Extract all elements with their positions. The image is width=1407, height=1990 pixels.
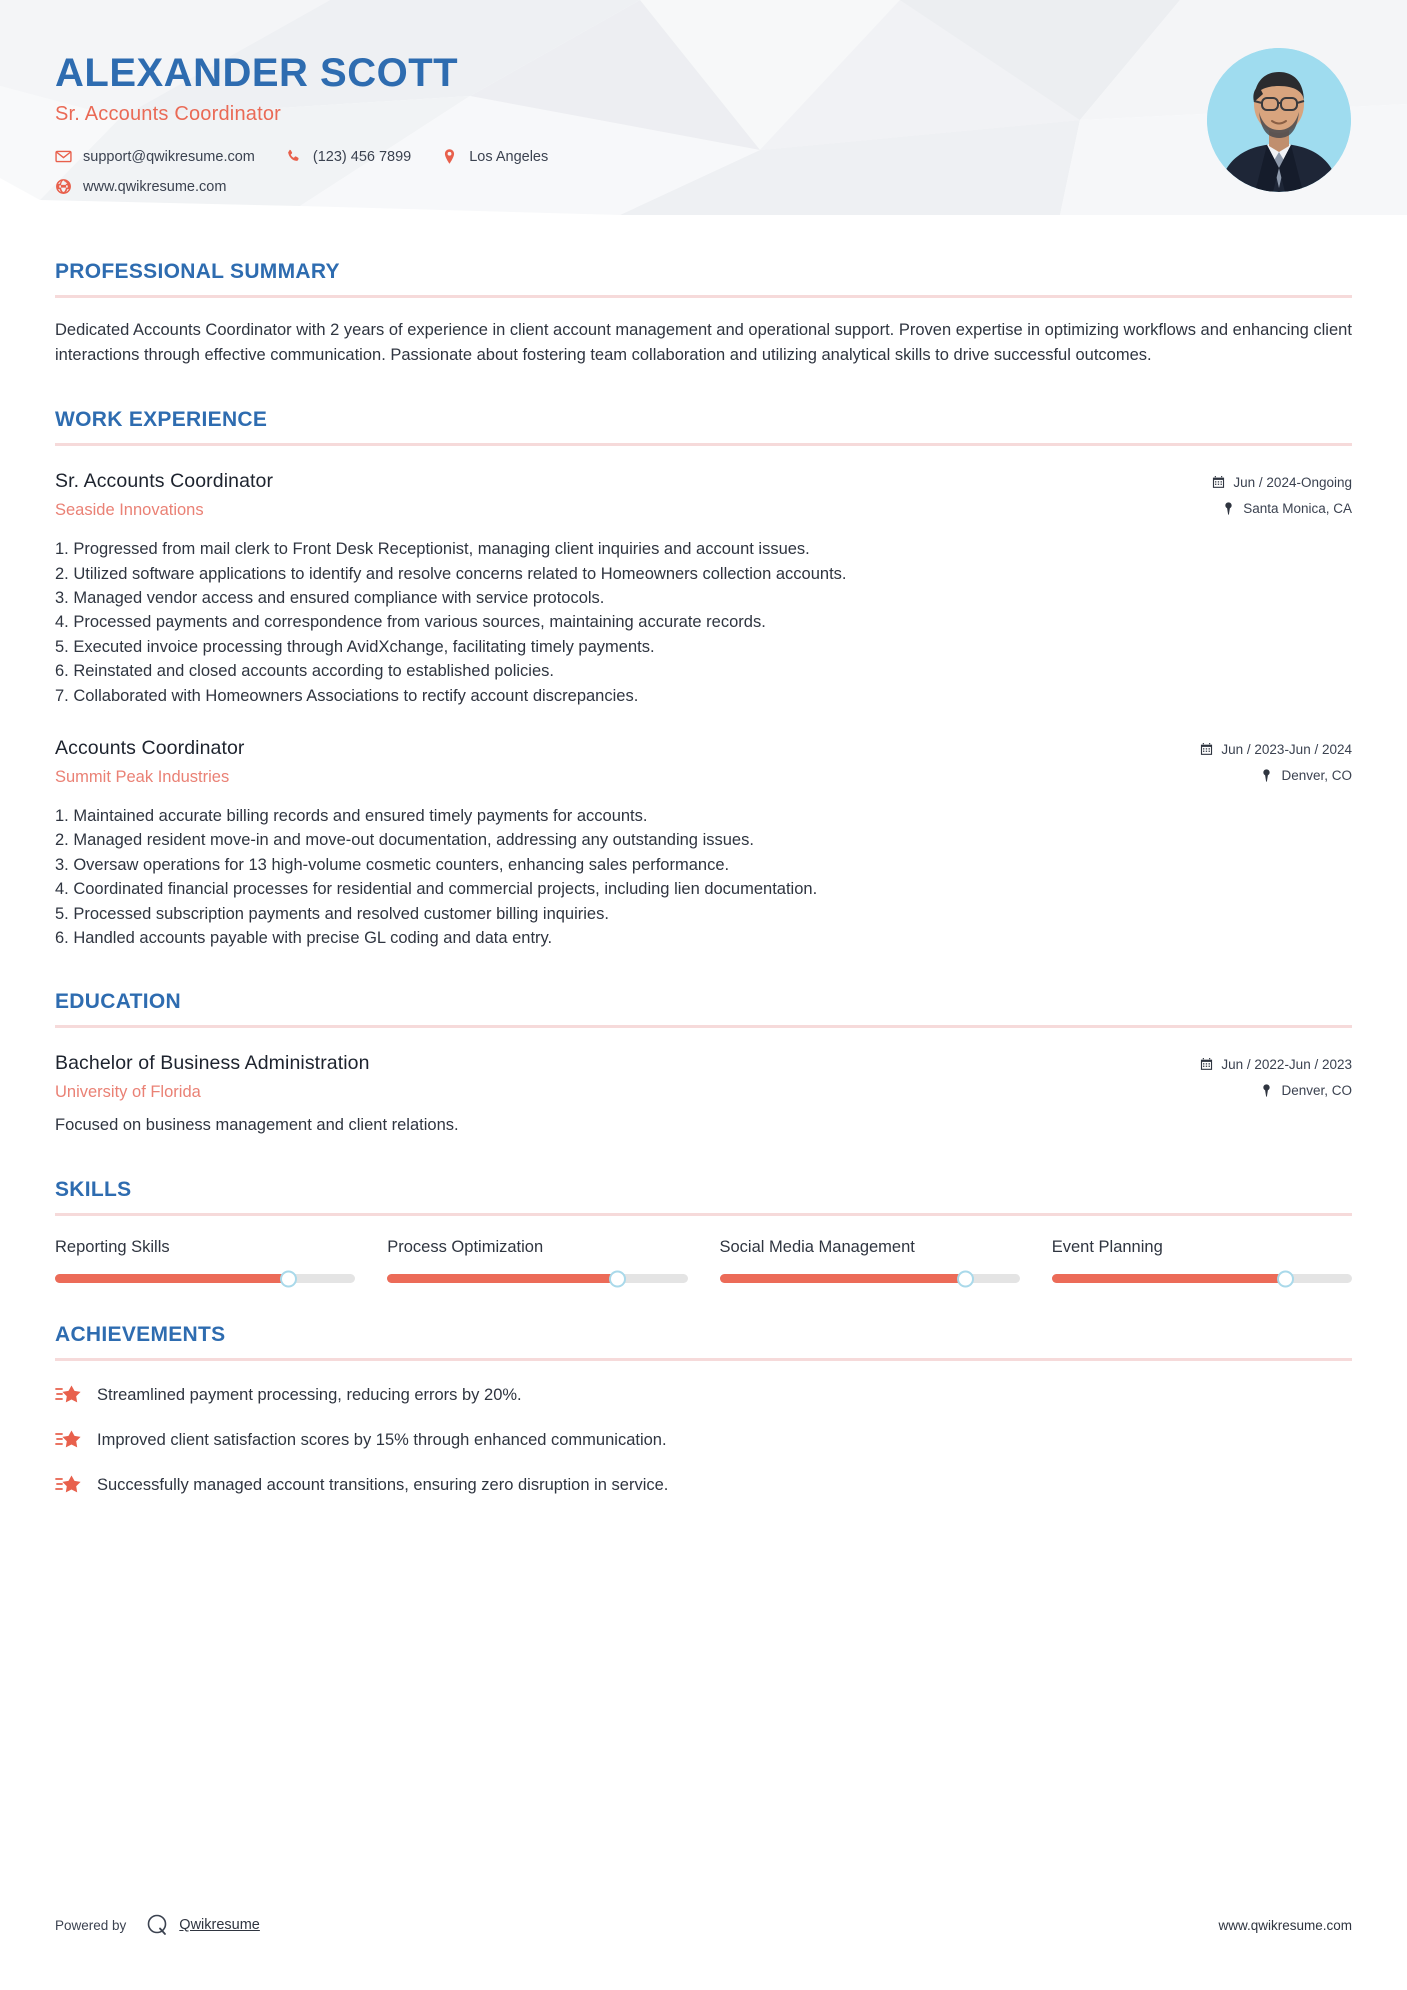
globe-icon [55,178,72,195]
contact-phone[interactable] [285,148,411,165]
job-location [1200,768,1352,783]
section-work-experience [55,408,1352,950]
skill-name: Process Optimization [387,1238,544,1257]
map-marker-icon [1222,502,1235,515]
section-divider [55,443,1352,446]
experience-entry [55,470,1352,708]
avatar [1207,48,1351,192]
achievement-text: Streamlined payment processing, reducing errors by 20%. [97,1385,522,1404]
star-badge-icon [55,1428,81,1452]
achievement-item [55,1428,1352,1452]
education-dates-text: Jun / 2022-Jun / 2023 [1221,1057,1352,1073]
contact-email-text: support@qwikresume.com [83,148,255,165]
job-bullet: 1. Progressed from mail clerk to Front Desk Receptionist, managing client inquiries and account issues. [55,540,810,559]
education-entry-left [55,1052,1200,1102]
section-professional-summary [55,260,1352,368]
job-bullet: 5. Executed invoice processing through AvidXchange, facilitating timely payments. [55,637,655,656]
job-bullet: 3. Managed vendor access and ensured compliance with service protocols. [55,588,605,607]
contact-row-primary [55,148,1352,165]
map-marker-icon [1260,1084,1273,1097]
section-divider [55,1025,1352,1028]
calendar-icon [1200,743,1213,756]
skill-level-bar [387,1274,687,1283]
page-footer [55,1912,1352,1938]
job-bullets [55,537,1352,708]
achievement-text: Improved client satisfaction scores by 15% through enhanced communication. [97,1430,667,1449]
contact-email[interactable] [55,148,255,165]
contact-website[interactable] [55,178,226,195]
achievements-section-title: ACHIEVEMENTS [55,1323,226,1347]
job-bullet: 2. Utilized software applications to identify and resolve concerns related to Homeowners collection accounts. [55,564,847,583]
job-dates [1200,742,1352,757]
job-dates-text: Jun / 2024-Ongoing [1233,475,1352,491]
skill-item [55,1238,387,1283]
contact-website-text: www.qwikresume.com [83,178,227,195]
section-skills [55,1178,1352,1283]
calendar-icon [1212,476,1225,489]
job-bullet: 3. Oversaw operations for 13 high-volume cosmetic counters, enhancing sales performance. [55,855,730,874]
phone-icon [285,148,302,165]
skill-level-fill [387,1274,618,1283]
candidate-role: Sr. Accounts Coordinator [55,103,282,126]
education-entry-meta [1200,1052,1352,1098]
skills-grid [55,1238,1352,1283]
skills-section-title: SKILLS [55,1178,132,1202]
skill-item [387,1238,719,1283]
footer-branding [55,1912,260,1938]
powered-by-label: Powered by [55,1917,127,1933]
qwikresume-logo-icon [144,1912,170,1938]
experience-entry [55,737,1352,950]
footer-website[interactable]: www.qwikresume.com [1218,1917,1352,1933]
skill-level-knob[interactable] [1277,1270,1294,1287]
education-dates [1200,1057,1352,1072]
experience-section-title: WORK EXPERIENCE [55,408,268,432]
skill-level-fill [1052,1274,1286,1283]
candidate-name: ALEXANDER SCOTT [55,51,459,95]
education-location-text: Denver, CO [1281,1083,1352,1099]
experience-entry-header [55,737,1352,787]
achievement-item [55,1473,1352,1497]
resume-header [0,0,1407,215]
calendar-icon [1200,1058,1213,1071]
job-location [1212,501,1352,516]
job-bullet: 4. Processed payments and correspondence from various sources, maintaining accurate records. [55,613,766,632]
section-divider [55,1213,1352,1216]
experience-entry-meta [1200,737,1352,783]
job-company: Seaside Innovations [55,501,204,520]
degree-title: Bachelor of Business Administration [55,1052,370,1075]
contact-phone-text: (123) 456 7899 [312,148,412,165]
skill-level-knob[interactable] [957,1270,974,1287]
achievement-item [55,1383,1352,1407]
skill-name: Reporting Skills [55,1238,170,1257]
section-divider [55,1358,1352,1361]
job-bullet: 1. Maintained accurate billing records and ensured timely payments for accounts. [55,807,648,825]
star-badge-icon [55,1383,81,1407]
job-bullet: 2. Managed resident move-in and move-out documentation, addressing any outstanding issues. [55,831,754,850]
job-bullet: 6. Handled accounts payable with precise GL coding and data entry. [55,929,553,948]
section-divider [55,295,1352,298]
job-bullet: 6. Reinstated and closed accounts according to established policies. [55,662,554,681]
education-entry-header [55,1052,1352,1102]
job-dates [1212,475,1352,490]
job-bullets [55,804,1352,950]
job-location-text: Santa Monica, CA [1243,501,1352,517]
summary-section-title: PROFESSIONAL SUMMARY [55,260,340,283]
skill-name: Event Planning [1051,1238,1163,1257]
skill-item [720,1238,1052,1283]
skill-level-bar [55,1274,355,1283]
job-bullet: 4. Coordinated financial processes for residential and commercial projects, including lien documentation. [55,880,818,899]
map-marker-icon [1260,769,1273,782]
skill-level-fill [55,1274,289,1283]
contact-row-secondary [55,178,1352,195]
job-dates-text: Jun / 2023-Jun / 2024 [1221,742,1352,757]
location-pin-icon [441,148,458,165]
job-bullet: 7. Collaborated with Homeowners Associations to rectify account discrepancies. [55,686,639,705]
summary-text: Dedicated Accounts Coordinator with 2 years of experience in client account management and operational support. Proven expertise in optimizing workflows and enhancing client interactions through effective communication. Passionate about fostering team collaboration and utilizing analytical skills to drive successful outcomes. [55,321,1352,365]
education-section-title: EDUCATION [55,990,181,1014]
education-description: Focused on business management and client relations. [55,1116,459,1135]
resume-body [0,260,1407,1497]
star-badge-icon [55,1473,81,1497]
brand-name[interactable]: Qwikresume [179,1917,260,1933]
experience-entry-left [55,470,1212,520]
skill-level-fill [720,1274,966,1283]
skill-level-knob[interactable] [609,1270,626,1287]
job-bullet: 5. Processed subscription payments and resolved customer billing inquiries. [55,904,609,923]
skill-level-bar [720,1274,1020,1283]
education-entry [55,1052,1352,1138]
job-title: Accounts Coordinator [55,737,245,759]
skill-name: Social Media Management [719,1238,915,1257]
school-name: University of Florida [55,1083,201,1102]
skill-level-bar [1052,1274,1352,1283]
achievements-list [55,1383,1352,1497]
experience-entry-meta [1212,470,1352,516]
job-title: Sr. Accounts Coordinator [55,470,274,493]
skill-item [1052,1238,1352,1283]
contact-location [441,148,548,165]
job-location-text: Denver, CO [1281,768,1352,783]
section-education [55,990,1352,1138]
skill-level-knob[interactable] [280,1270,297,1287]
section-achievements [55,1323,1352,1497]
experience-entry-header [55,470,1352,520]
education-location [1200,1083,1352,1098]
experience-entry-left [55,737,1200,787]
achievement-text: Successfully managed account transitions, ensuring zero disruption in service. [97,1475,669,1494]
job-company: Summit Peak Industries [55,768,230,786]
envelope-icon [55,148,72,165]
contact-location-text: Los Angeles [469,148,549,165]
